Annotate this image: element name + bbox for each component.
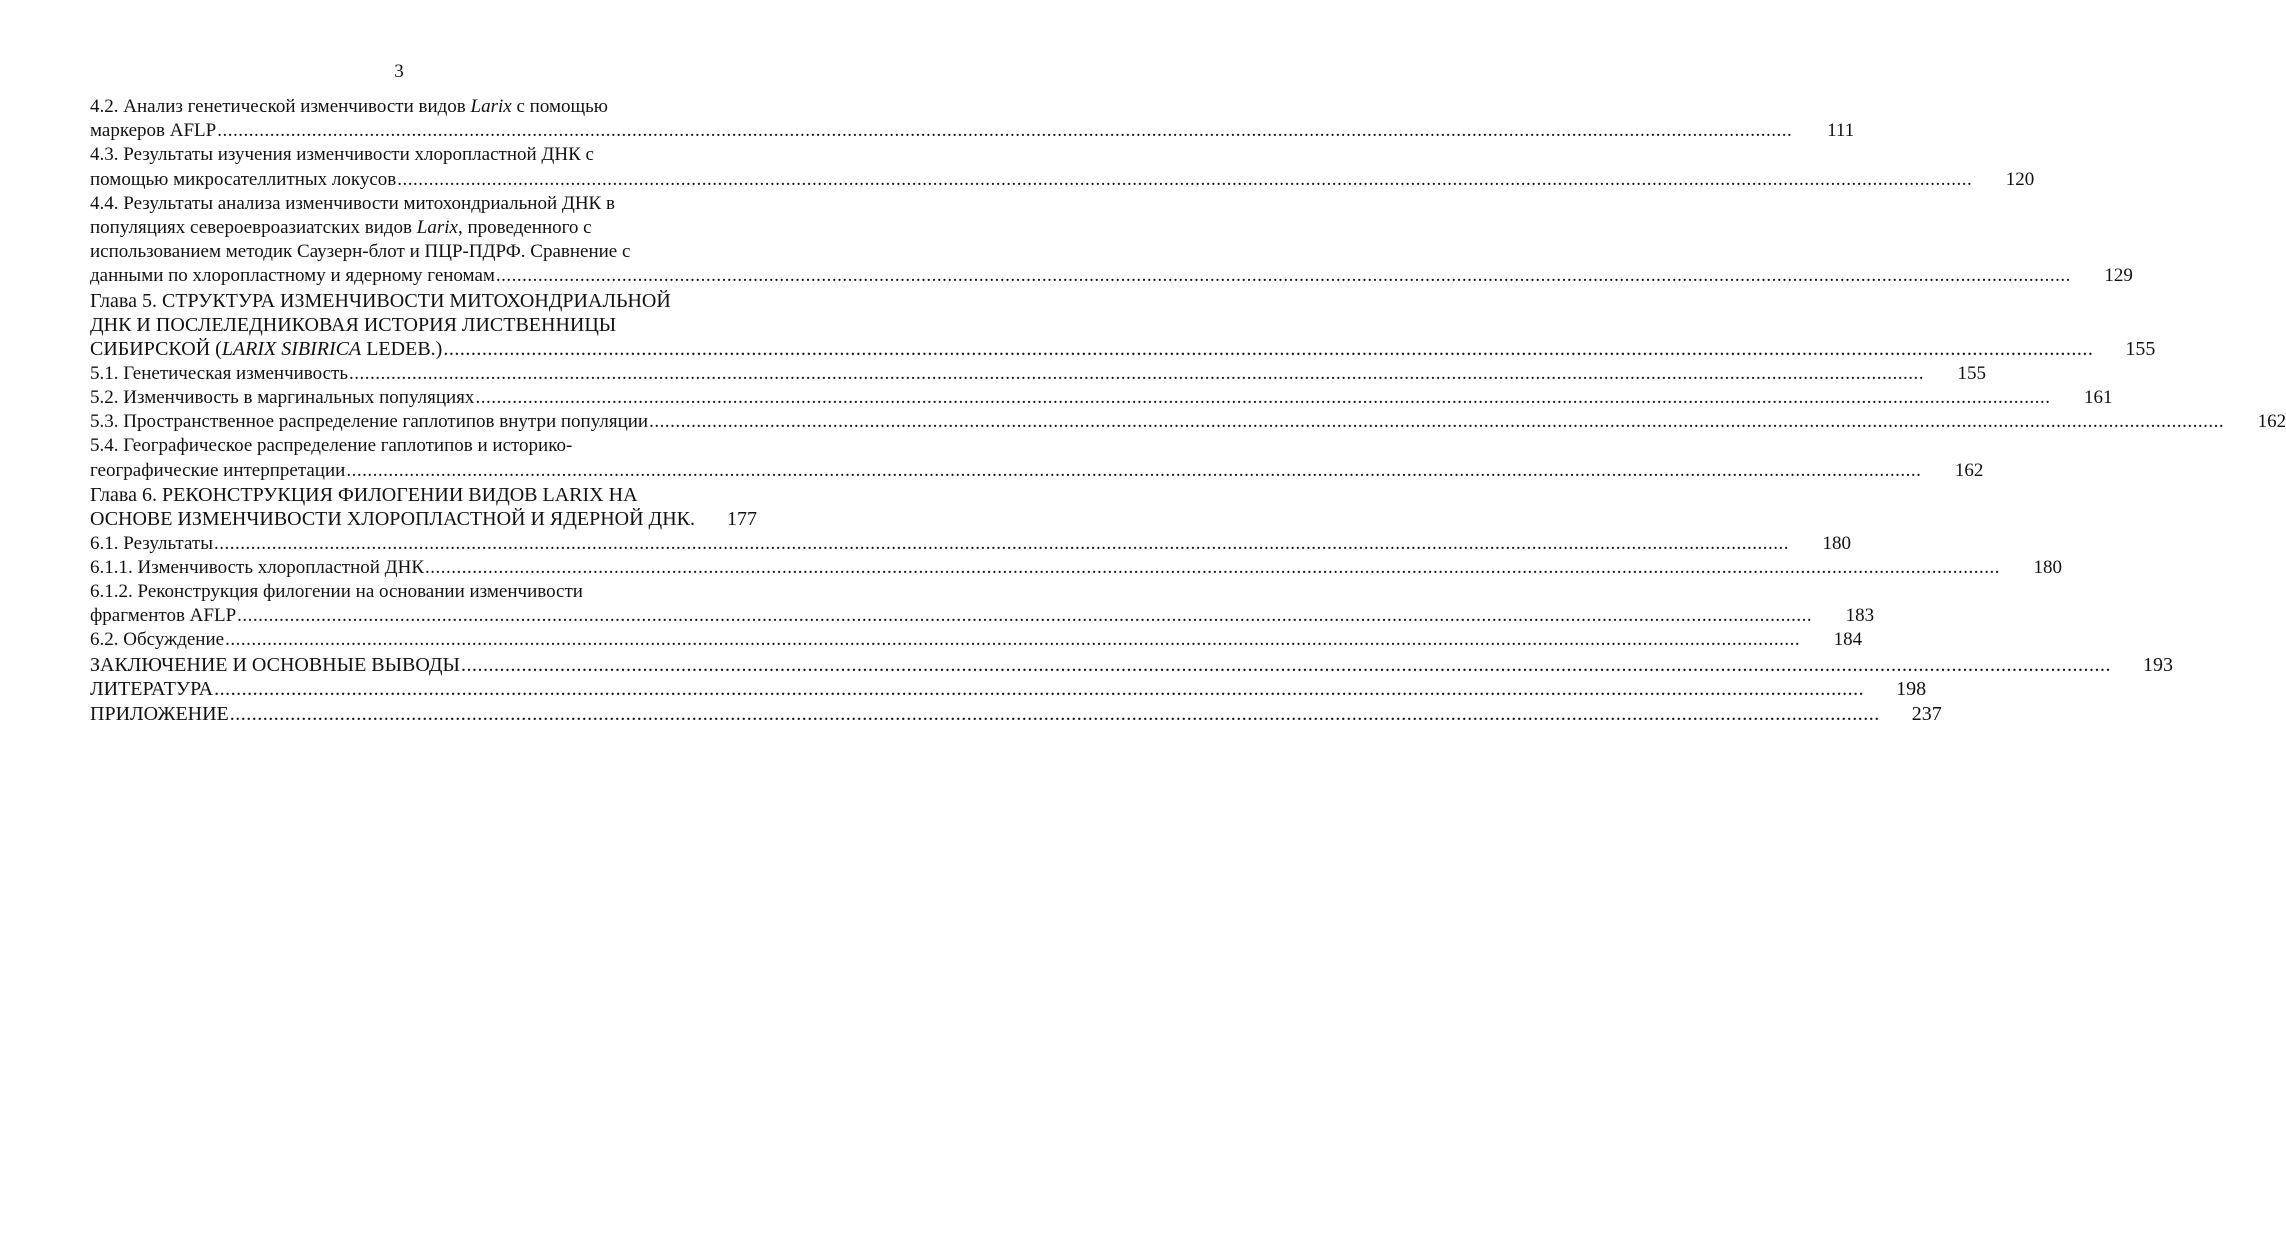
toc-entry-text: 6.1. Результаты <box>90 532 213 554</box>
toc-entry-line <box>90 264 2133 288</box>
toc-entry-line <box>90 459 1984 483</box>
toc-page-number: 193 <box>2142 653 2173 676</box>
toc-entry-line <box>90 313 735 337</box>
toc-entry-line <box>90 289 735 313</box>
toc-entry <box>90 580 1875 628</box>
toc-entry-line <box>90 483 735 507</box>
toc-entry-line <box>90 337 2156 361</box>
toc-entry-text: 6.1.1. Изменчивость хлоропластной ДНК <box>90 556 425 578</box>
toc-entry-line <box>90 216 735 240</box>
toc-entry <box>90 362 1987 386</box>
toc-entry <box>90 410 2286 434</box>
toc-entry-line <box>90 192 735 216</box>
toc-entry-text: 4.4. Результаты анализа изменчивости митохондриальной ДНК в <box>90 192 615 214</box>
toc-page-number: 111 <box>1827 120 1855 142</box>
toc-entry-text: помощью микросателлитных локусов <box>90 168 397 190</box>
toc-page-number: 198 <box>1896 678 1927 701</box>
toc-leader-dots: ............................................................................................................................................................................................................................................................................................................ <box>214 678 1865 701</box>
toc-leader-dots: ............................................................................................................................................................................................................................................................................................................ <box>397 168 1973 190</box>
toc-entry-text: географические интерпретации <box>90 459 346 481</box>
toc-page-number: 177 <box>726 508 757 531</box>
toc-entry-line <box>90 143 735 167</box>
toc-entry-line <box>90 362 1987 386</box>
toc-leader-dots: ............................................................................................................................................................................................................................................................................................................ <box>475 387 2051 409</box>
toc-entry <box>90 95 1855 143</box>
toc-entry-text: 5.1. Генетическая изменчивость <box>90 362 349 384</box>
toc-entry <box>90 677 1927 701</box>
toc-leader-dots: ............................................................................................................................................................................................................................................................................................................ <box>649 411 2225 433</box>
toc-entry-text: ЛИТЕРАТУРА <box>90 678 214 701</box>
toc-entry-line <box>90 653 2173 677</box>
toc-leader-dots: ............................................................................................................................................................................................................................................................................................................ <box>460 653 2111 676</box>
toc-leader-dots: ............................................................................................................................................................................................................................................................................................................ <box>229 702 1880 725</box>
toc-entry-text: данными по хлоропластному и ядерному геномам <box>90 265 495 287</box>
toc-entry <box>90 483 757 532</box>
toc-entry-line <box>90 410 2286 434</box>
toc-entry-line <box>90 677 1927 701</box>
toc-entry-line <box>90 580 735 604</box>
toc-entry-text: Глава 6. РЕКОНСТРУКЦИЯ ФИЛОГЕНИИ ВИДОВ LARIX НА <box>90 483 638 506</box>
toc-entry-text: Глава 5. СТРУКТУРА ИЗМЕНЧИВОСТИ МИТОХОНДРИАЛЬНОЙ <box>90 289 671 312</box>
toc-entry-line <box>90 168 2035 192</box>
toc-entry-line <box>90 386 2113 410</box>
toc-entry-line <box>90 556 2063 580</box>
toc-entry-text: 5.4. Географическое распределение гаплотипов и историко- <box>90 435 573 457</box>
toc-entry-text: популяциях североевроазиатских видов Larix, проведенного с <box>90 217 592 239</box>
toc-leader-dots: ............................................................................................................................................................................................................................................................................................................ <box>225 629 1801 651</box>
toc-leader-dots: ............................................................................................................................................................................................................................................................................................................ <box>443 338 2094 361</box>
toc-entry-text: 4.3. Результаты изучения изменчивости хлоропластной ДНК с <box>90 144 594 166</box>
toc-page-number: 183 <box>1845 605 1875 627</box>
toc-entry <box>90 628 1863 652</box>
toc-entry-text: 5.3. Пространственное распределение гаплотипов внутри популяции <box>90 411 649 433</box>
toc-page-number: 155 <box>1957 362 1987 384</box>
toc-entry-text: использованием методик Саузерн-блот и ПЦР-ПДРФ. Сравнение с <box>90 241 631 263</box>
toc-entry-text: ПРИЛОЖЕНИЕ <box>90 702 229 725</box>
toc-entry <box>90 386 2113 410</box>
toc-leader-dots: ............................................................................................................................................................................................................................................................................................................ <box>349 362 1925 384</box>
toc-entry <box>90 556 2063 580</box>
toc-entry-line <box>90 434 735 458</box>
toc-page-number: 180 <box>2033 556 2063 578</box>
toc-entry-line <box>90 95 735 119</box>
toc-page-number: 162 <box>1954 459 1984 481</box>
toc-entry <box>90 532 1851 556</box>
toc-entry <box>90 192 2133 289</box>
toc-entry <box>90 653 2173 677</box>
toc-entry-line <box>90 604 1875 628</box>
toc-leader-dots: ............................................................................................................................................................................................................................................................................................................ <box>495 265 2071 287</box>
toc-leader-dots: ............................................................................................................................................................................................................................................................................................................ <box>237 605 1813 627</box>
toc-entry-text: 4.2. Анализ генетической изменчивости видов Larix с помощью <box>90 96 608 117</box>
toc-entry-text: ОСНОВЕ ИЗМЕНЧИВОСТИ ХЛОРОПЛАСТНОЙ И ЯДЕРНОЙ ДНК. <box>90 508 695 531</box>
toc-leader-dots: ............................................................................................................................................................................................................................................................................................................ <box>217 120 1793 142</box>
toc-entry-line <box>90 507 757 531</box>
page-number: 3 <box>394 61 404 82</box>
toc-page-number: 161 <box>2083 387 2113 409</box>
toc-entry <box>90 434 1984 482</box>
toc-entry-line <box>90 628 1863 652</box>
toc-leader-dots: ............................................................................................................................................................................................................................................................................................................ <box>346 459 1922 481</box>
toc-entry-text: ЗАКЛЮЧЕНИЕ И ОСНОВНЫЕ ВЫВОДЫ <box>90 653 460 676</box>
toc-page-number: 155 <box>2125 338 2156 361</box>
toc-entry-text: 5.2. Изменчивость в маргинальных популяциях <box>90 387 475 409</box>
toc-page-number: 120 <box>2005 168 2035 190</box>
toc-entry <box>90 143 2035 191</box>
toc-leader-dots: ............................................................................................................................................................................................................................................................................................................ <box>425 556 2001 578</box>
toc-entry <box>90 702 1942 726</box>
toc-entry-line <box>90 240 735 264</box>
toc-leader-dots: ............................................................................................................................................................................................................................................................................................................ <box>213 532 1789 554</box>
toc-entry-line <box>90 702 1942 726</box>
table-of-contents <box>90 95 2286 726</box>
toc-page-number: 237 <box>1911 702 1942 725</box>
toc-page-number: 129 <box>2104 265 2133 287</box>
toc-page-number: 180 <box>1822 532 1851 554</box>
toc-entry-line <box>90 532 1851 556</box>
toc-entry-text: СИБИРСКОЙ (LARIX SIBIRICA LEDEB.) <box>90 338 443 361</box>
toc-entry-text: фрагментов AFLP <box>90 605 237 627</box>
toc-entry-line <box>90 119 1855 143</box>
toc-entry-text: ДНК И ПОСЛЕЛЕДНИКОВАЯ ИСТОРИЯ ЛИСТВЕННИЦЫ <box>90 314 617 337</box>
toc-entry-text: 6.2. Обсуждение <box>90 629 225 651</box>
toc-page-number: 184 <box>1833 629 1863 651</box>
toc-entry-text: 6.1.2. Реконструкция филогении на основании изменчивости <box>90 581 583 603</box>
toc-page-number: 162 <box>2257 411 2286 433</box>
toc-entry-text: маркеров AFLP <box>90 120 217 142</box>
toc-entry <box>90 289 2156 362</box>
